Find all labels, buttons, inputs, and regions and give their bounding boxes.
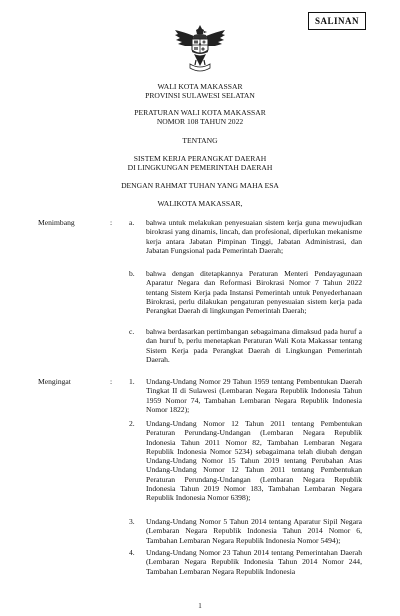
menimbang-marker-c: c.	[129, 327, 135, 336]
subject-line1: SISTEM KERJA PERANGKAT DAERAH	[133, 154, 267, 163]
menimbang-label: Menimbang	[38, 218, 75, 227]
mengingat-item-1: Undang-Undang Nomor 29 Tahun 1959 tentang Pembentukan Daerah Tingkat II di Sulawesi (Lembaran Negara Republik Indonesia Tahun 1959 Nomor 74, Tambahan Lembaran Negara Republik Indonesia Nomor 1822);	[146, 377, 362, 414]
menimbang-marker-a: a.	[129, 218, 135, 227]
grace-line: DENGAN RAHMAT TUHAN YANG MAHA ESA	[121, 181, 279, 190]
menimbang-item-b: bahwa dengan ditetapkannya Peraturan Menteri Pendayagunaan Aparatur Negara dan Reformasi Birokrasi Nomor 7 Tahun 2022 tentang Sistem Kerja pada Instansi Pemerintah untuk Penyederhanaan Birokrasi, perlu dilakukan pengaturan penyesuaian sistem kerja pada Perangkat Daerah di lingkungan Pemerintah Daerah;	[146, 269, 362, 316]
mengingat-label: Mengingat	[38, 377, 71, 386]
about-label: TENTANG	[182, 136, 218, 145]
mengingat-marker-2: 2.	[129, 419, 135, 428]
regulation-number: NOMOR 108 TAHUN 2022	[156, 117, 244, 126]
regulation-title: PERATURAN WALI KOTA MAKASSAR	[134, 108, 266, 117]
mengingat-marker-4: 4.	[129, 548, 135, 557]
subject-line2: DI LINGKUNGAN PEMERINTAH DAERAH	[127, 163, 273, 172]
menimbang-item-c: bahwa berdasarkan pertimbangan sebagaimana dimaksud pada huruf a dan huruf b, perlu menetapkan Peraturan Wali Kota Makassar tentang Sistem Kerja pada Perangkat Daerah di Lingkungan Pemerintah Daerah.	[146, 327, 362, 364]
mengingat-item-4: Undang-Undang Nomor 23 Tahun 2014 tentang Pemerintahan Daerah (Lembaran Negara Republik Indonesia Tahun 2014 Nomor 244, Tambahan Lembaran Negara Republik Indonesia	[146, 548, 362, 576]
mengingat-marker-3: 3.	[129, 517, 135, 526]
menimbang-colon: :	[110, 218, 113, 227]
mayor-line: WALIKOTA MAKASSAR,	[157, 199, 243, 208]
mengingat-marker-1: 1.	[129, 377, 135, 386]
menimbang-marker-b: b.	[129, 269, 135, 278]
header-line2: PROVINSI SULAWESI SELATAN	[145, 91, 255, 100]
menimbang-item-a: bahwa untuk melakukan penyesuaian sistem kerja guna mewujudkan birokrasi yang dinamis, lincah, dan profesional, diperlukan mekanisme kerja antara Jabatan Pimpinan Tinggi, Jabatan Administrasi, dan Jabatan Fungsional pada Pemerintah Daerah;	[146, 218, 362, 255]
mengingat-item-3: Undang-Undang Nomor 5 Tahun 2014 tentang Aparatur Sipil Negara (Lembaran Negara Republik Indonesia Tahun 2014 Nomor 6, Tambahan Lembaran Negara Republik Indonesia Nomor 5494);	[146, 517, 362, 545]
page-number: 1	[198, 602, 202, 610]
salinan-stamp: SALINAN	[308, 12, 366, 30]
mengingat-item-2: Undang-Undang Nomor 12 Tahun 2011 tentang Pembentukan Peraturan Perundang-Undangan (Lembaran Negara Republik Indonesia Tahun 2011 Nomor 82, Tambahan Lembaran Negara Republik Indonesia Nomor 5234) sebagaimana telah diubah dengan Undang-Undang Nomor 15 Tahun 2019 tentang Perubahan Atas Undang-Undang Nomor 12 Tahun 2011 tentang Pembentukan Peraturan Perundang-Undangan (Lembaran Negara Republik Indonesia Tahun 2019 Nomor 183, Tambahan Lembaran Negara Republik Indonesia Nomor 6398);	[146, 419, 362, 503]
mengingat-colon: :	[110, 377, 113, 386]
garuda-emblem-icon	[172, 22, 228, 80]
header-line1: WALI KOTA MAKASSAR	[157, 82, 243, 91]
